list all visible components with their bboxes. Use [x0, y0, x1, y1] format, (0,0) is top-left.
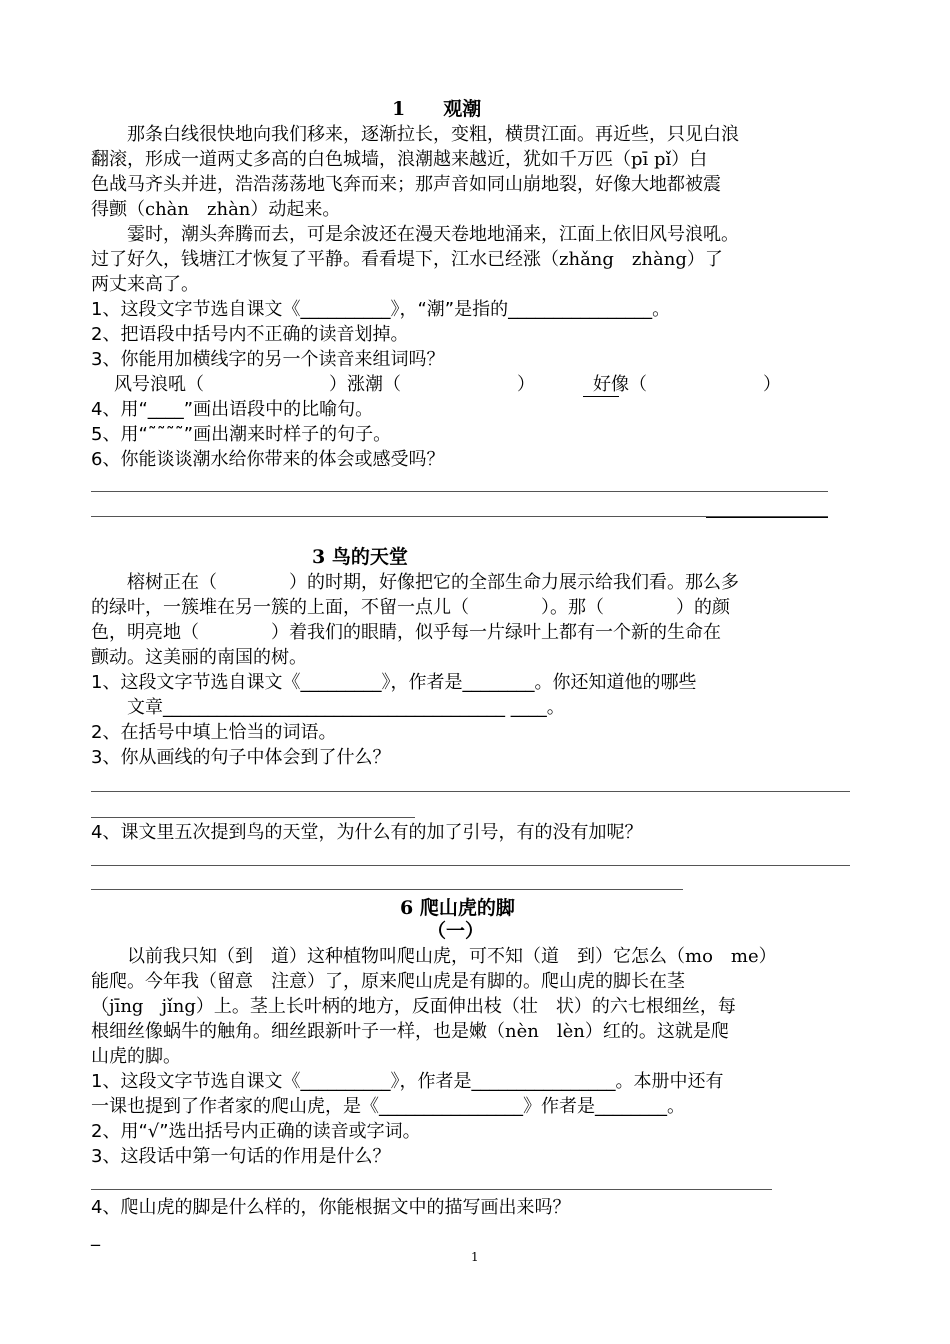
fill-item-close: ） [517, 374, 535, 395]
question-4: 4、爬山虎的脚是什么样的，你能根据文中的描写画出来吗？ [91, 1197, 571, 1218]
fill-item-fenghao: 风号浪吼（ [114, 374, 204, 395]
answer-line [91, 1189, 772, 1190]
question-1-cont: 一课也提到了作者家的爬山虎，是《________________》作者是________。 [91, 1096, 685, 1117]
paragraph-line: 能爬。今年我（留意 注意）了，原来爬山虎是有脚的。爬山虎的脚长在茎 [91, 971, 685, 992]
answer-line [91, 817, 415, 818]
question-4: 4、用“____”画出语段中的比喻句。 [91, 399, 374, 420]
question-2: 2、用“√”选出括号内正确的读音或字词。 [91, 1121, 421, 1142]
paragraph-line: 根细丝像蜗牛的触角。细丝跟新叶子一样，也是嫩（nèn lèn）红的。这就是爬 [91, 1021, 729, 1042]
paragraph-line: （jīng jǐng）上。茎上长叶柄的地方，反面伸出枝（壮 状）的六七根细丝，每 [91, 996, 736, 1017]
question-2: 2、在括号中填上恰当的词语。 [91, 722, 337, 743]
paragraph-line: 榕树正在（ ）的时期，好像把它的全部生命力展示给我们看。那么多 [91, 572, 739, 593]
section-title-pashanhu: 6 爬山虎的脚 [400, 897, 515, 919]
page-number: 1 [471, 1250, 479, 1264]
paragraph-line: 霎时，潮头奔腾而去，可是余波还在漫天卷地地涌来，江面上依旧风号浪吼。 [91, 224, 739, 245]
question-3: 3、你能用加横线字的另一个读音来组词吗？ [91, 349, 445, 370]
fill-item-close: ） [763, 374, 781, 395]
paragraph-line: 得颤（chàn zhàn）动起来。 [91, 199, 341, 220]
section-subtitle: （一） [427, 920, 485, 942]
paragraph-line: 翻滚，形成一道两丈多高的白色城墙，浪潮越来越近，犹如千万匹（pī pǐ）白 [91, 149, 708, 170]
paragraph-line: 以前我只知（到 道）这种植物叫爬山虎，可不知（道 到）它怎么（mo me） [91, 946, 777, 967]
answer-line [91, 491, 828, 492]
question-1: 1、这段文字节选自课文《__________》，“潮”是指的________________。 [91, 299, 671, 320]
question-5: 5、用“˜˜˜˜”画出潮来时样子的句子。 [91, 424, 392, 445]
trailing-dash: _ [91, 1226, 100, 1247]
question-1-cont: 文章______________________________________ ____。 [91, 697, 565, 718]
paragraph-line: 那条白线很快地向我们移来，逐渐拉长，变粗，横贯江面。再近些，只见白浪 [91, 124, 739, 145]
question-1: 1、这段文字节选自课文《__________》，作者是________________。本册中还有 [91, 1071, 724, 1092]
section-title-niaodetiantang: 3 鸟的天堂 [312, 546, 408, 568]
question-6: 6、你能谈谈潮水给你带来的体会或感受吗？ [91, 449, 445, 470]
answer-line [706, 517, 828, 518]
paragraph-line: 山虎的脚。 [91, 1046, 181, 1067]
question-4: 4、课文里五次提到鸟的天堂，为什么有的加了引号，有的没有加呢？ [91, 822, 643, 843]
section-title-guanchao: 1 观潮 [392, 98, 482, 120]
question-2: 2、把语段中括号内不正确的读音划掉。 [91, 324, 409, 345]
answer-line [91, 791, 850, 792]
paragraph-line: 的绿叶，一簇堆在另一簇的上面，不留一点儿（ ）。那（ ）的颜 [91, 597, 730, 618]
underline-haoxiang [583, 396, 619, 397]
paragraph-line: 过了好久，钱塘江才恢复了平静。看看堤下，江水已经涨（zhǎng zhàng）了 [91, 249, 723, 270]
question-3: 3、你从画线的句子中体会到了什么？ [91, 747, 391, 768]
paragraph-line: 两丈来高了。 [91, 274, 199, 295]
question-1: 1、这段文字节选自课文《_________》，作者是________。你还知道他的哪些 [91, 672, 697, 693]
paragraph-line: 色，明亮地（ ）着我们的眼睛，似乎每一片绿叶上都有一个新的生命在 [91, 622, 721, 643]
question-3: 3、这段话中第一句话的作用是什么？ [91, 1146, 391, 1167]
fill-item-zhangchao: ）涨潮（ [329, 374, 401, 395]
answer-line [91, 865, 850, 866]
paragraph-line: 色战马齐头并进，浩浩荡荡地飞奔而来；那声音如同山崩地裂，好像大地都被震 [91, 174, 721, 195]
fill-item-haoxiang: 好像（ [593, 374, 647, 395]
answer-line [91, 889, 683, 890]
paragraph-line: 颤动。这美丽的南国的树。 [91, 647, 307, 668]
